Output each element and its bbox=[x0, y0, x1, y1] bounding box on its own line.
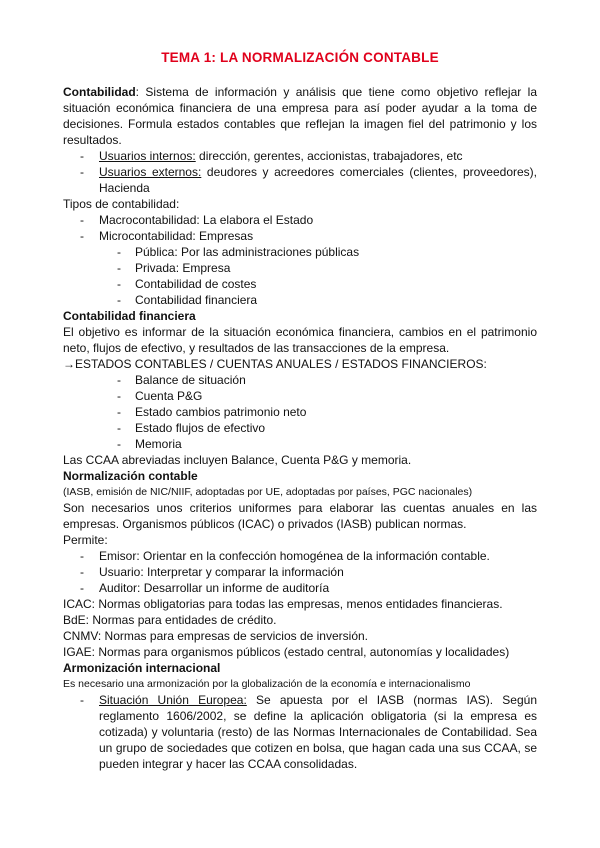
financiera-heading: Contabilidad financiera bbox=[63, 309, 196, 323]
list-item bbox=[63, 212, 537, 228]
list-item bbox=[63, 292, 537, 308]
sub-text: Privada: Empresa bbox=[135, 261, 231, 275]
normalizacion-heading: Normalización contable bbox=[63, 469, 198, 483]
permite-item: Emisor: Orientar en la confección homogénea de la información contable. bbox=[99, 549, 490, 563]
list-item bbox=[63, 548, 537, 564]
contabilidad-text: : Sistema de información y análisis que tiene como objetivo reflejar la situación económica financiera de una empresa para así poder ayudar a la toma de decisiones. Formula estados contables que reflejan la imagen fiel del patrimonio y los resultados. bbox=[63, 85, 537, 147]
estado-text: Balance de situación bbox=[135, 373, 246, 387]
list-item bbox=[63, 420, 537, 436]
list-item bbox=[63, 148, 537, 164]
contabilidad-definition bbox=[63, 84, 537, 148]
list-item bbox=[63, 436, 537, 452]
list-item bbox=[63, 372, 537, 388]
permite-item: Auditor: Desarrollar un informe de auditoría bbox=[99, 581, 330, 595]
organismo-line: ICAC: Normas obligatorias para todas las empresas, menos entidades financieras. bbox=[63, 597, 503, 611]
ue-label: Situación Unión Europea: bbox=[99, 693, 247, 707]
ue-text: Se apuesta por el IASB (normas IAS). Según reglamento 1606/2002, se define la aplicación obligatoria (si la empresa es cotizada) y voluntaria (resto) de las Normas Internacionales de Contabilidad. Sea un grupo de sociedades que cotizen en bolsa, que hagan cada una sus CCAA, se pueden integrar y hacer las CCAA consolidadas. bbox=[99, 693, 537, 771]
bullet-dash: - bbox=[80, 149, 84, 163]
permite-item: Usuario: Interpretar y comparar la información bbox=[99, 565, 344, 579]
permite-label: Permite: bbox=[63, 533, 108, 547]
normalizacion-note: (IASB, emisión de NIC/NIIF, adoptadas por UE, adoptadas por países, PGC nacionales) bbox=[63, 486, 473, 498]
armonizacion-heading: Armonización internacional bbox=[63, 661, 221, 675]
tipos-heading: Tipos de contabilidad: bbox=[63, 197, 180, 211]
normalizacion-text: Son necesarios unos criterios uniformes para elaborar las cuentas anuales en las empresas. Organismos públicos (ICAC) o privados (IASB) publican normas. bbox=[63, 501, 537, 531]
organismo-line: IGAE: Normas para organismos públicos (estado central, autonomías y localidades) bbox=[63, 645, 510, 659]
bullet-dash: - bbox=[117, 437, 121, 451]
users-internal-text: dirección, gerentes, accionistas, trabajadores, etc bbox=[195, 149, 463, 163]
list-item bbox=[63, 388, 537, 404]
bullet-dash: - bbox=[117, 405, 121, 419]
abreviadas-text: Las CCAA abreviadas incluyen Balance, Cuenta P&G y memoria. bbox=[63, 453, 412, 467]
estados-line: →ESTADOS CONTABLES / CUENTAS ANUALES / ESTADOS FINANCIEROS: bbox=[63, 357, 487, 371]
organismo-line: CNMV: Normas para empresas de servicios de inversión. bbox=[63, 629, 368, 643]
users-external-label: Usuarios externos: bbox=[99, 165, 202, 179]
estado-text: Memoria bbox=[135, 437, 182, 451]
bullet-dash: - bbox=[117, 261, 121, 275]
bullet-dash: - bbox=[117, 373, 121, 387]
organismo-line: BdE: Normas para entidades de crédito. bbox=[63, 613, 277, 627]
sub-text: Contabilidad financiera bbox=[135, 293, 258, 307]
estado-text: Estado flujos de efectivo bbox=[135, 421, 266, 435]
document-body bbox=[63, 84, 537, 772]
macro-text: Macrocontabilidad: La elabora el Estado bbox=[99, 213, 314, 227]
list-item bbox=[63, 228, 537, 244]
list-item bbox=[63, 580, 537, 596]
bullet-dash: - bbox=[117, 421, 121, 435]
bullet-dash: - bbox=[80, 581, 84, 595]
contabilidad-term: Contabilidad bbox=[63, 85, 136, 99]
list-item bbox=[63, 260, 537, 276]
bullet-dash: - bbox=[117, 277, 121, 291]
list-item bbox=[63, 276, 537, 292]
list-item bbox=[63, 244, 537, 260]
micro-text: Microcontabilidad: Empresas bbox=[99, 229, 254, 243]
estado-text: Estado cambios patrimonio neto bbox=[135, 405, 307, 419]
bullet-dash: - bbox=[117, 293, 121, 307]
sub-text: Contabilidad de costes bbox=[135, 277, 257, 291]
page-title: TEMA 1: LA NORMALIZACIÓN CONTABLE bbox=[161, 50, 439, 65]
bullet-dash: - bbox=[80, 229, 84, 243]
sub-text: Pública: Por las administraciones públicas bbox=[135, 245, 360, 259]
bullet-dash: - bbox=[80, 565, 84, 579]
users-external-text: deudores y acreedores comerciales (clientes, proveedores), Hacienda bbox=[99, 165, 538, 195]
bullet-dash: - bbox=[80, 213, 84, 227]
bullet-dash: - bbox=[80, 693, 84, 707]
financiera-text: El objetivo es informar de la situación económica financiera, cambios en el patrimonio neto, flujos de efectivo, y resultados de las transacciones de la empresa. bbox=[63, 325, 537, 355]
bullet-dash: - bbox=[117, 389, 121, 403]
list-item bbox=[63, 692, 537, 772]
list-item bbox=[63, 164, 537, 196]
estado-text: Cuenta P&G bbox=[135, 389, 203, 403]
list-item bbox=[63, 564, 537, 580]
bullet-dash: - bbox=[117, 245, 121, 259]
armonizacion-note: Es necesario una armonización por la globalización de la economía e internacionalismo bbox=[63, 678, 471, 690]
list-item bbox=[63, 404, 537, 420]
bullet-dash: - bbox=[80, 549, 84, 563]
bullet-dash: - bbox=[80, 165, 84, 179]
users-internal-label: Usuarios internos: bbox=[99, 149, 196, 163]
